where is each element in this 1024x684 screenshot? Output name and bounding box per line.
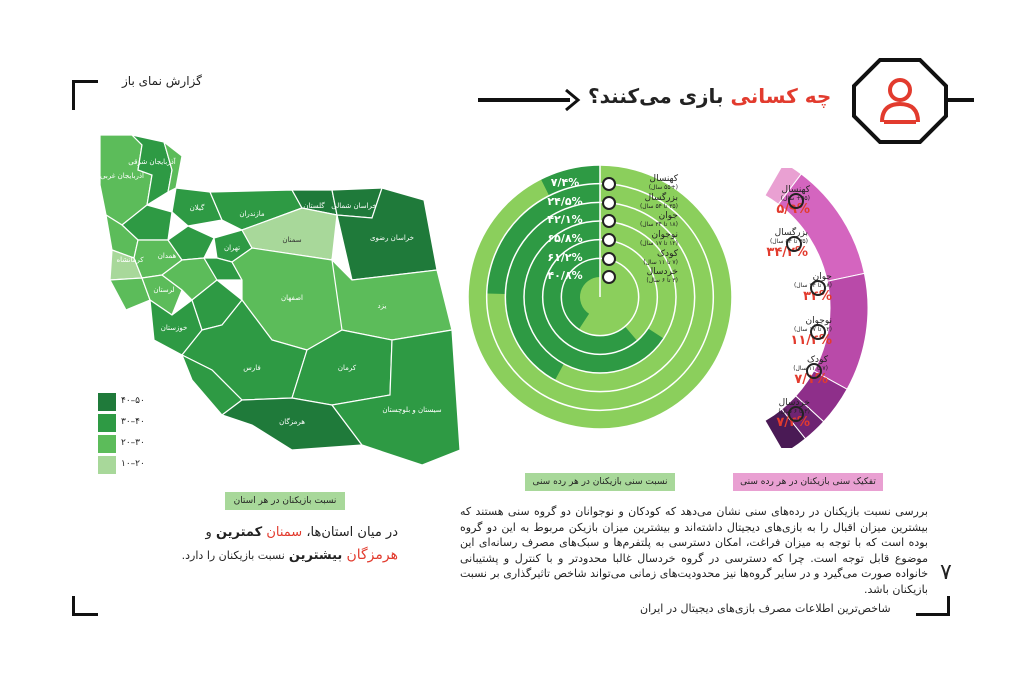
page-title-accent: چه کسانی — [730, 84, 832, 108]
title-rule — [478, 98, 570, 102]
legend-label: ۱۰–۲۰ — [121, 459, 145, 469]
report-title: گزارش نمای باز — [122, 74, 202, 88]
age-radial-chart — [465, 162, 735, 432]
person-icon — [602, 196, 616, 210]
legend-label: ۲۰–۳۰ — [121, 438, 145, 448]
legend-label: ۳۰–۴۰ — [121, 417, 145, 427]
age-group-name: نوجوان — [651, 230, 678, 240]
map-label-lorestan: لرستان — [153, 286, 175, 294]
legend-item-30-40 — [97, 413, 167, 433]
map-note — [168, 522, 398, 567]
map-label-sistan: سیستان و بلوچستان — [382, 406, 442, 414]
map-label-mazandaran: مازندران — [239, 210, 265, 218]
person-icon — [806, 363, 822, 379]
breakdown-label: نوجوان — [805, 316, 832, 326]
radial-bar-value: ۲۴/۵% — [547, 194, 583, 208]
breakdown-range: (۵۵+ سال) — [780, 195, 810, 202]
radial-bar-label — [618, 174, 678, 191]
breakdown-label: کودک — [807, 355, 828, 365]
breakdown-value: ۷/۱% — [794, 372, 828, 387]
age-group-name: جوان — [658, 211, 678, 222]
map-label-yazd: یزد — [377, 302, 387, 310]
breakdown-label: خردسال — [778, 398, 810, 408]
people-octagon-icon — [850, 56, 950, 146]
breakdown-value: ۱۱/۴% — [790, 333, 832, 348]
map-label-hamadan: همدان — [157, 252, 177, 260]
corner-bracket-top-left-leg — [72, 80, 75, 110]
age-group-name: بزرگسال — [644, 192, 678, 203]
corner-bracket-bottom-left — [72, 596, 98, 616]
map-label-isfahan: اصفهان — [281, 294, 303, 302]
radial-bar-label — [618, 249, 678, 266]
footer-title: شاخص‌ترین اطلاعات مصرف بازی‌های دیجیتال در ایران — [640, 602, 891, 615]
legend-item-20-30 — [97, 434, 167, 454]
legend-swatch — [97, 434, 117, 454]
breakdown-range: (۳۵ تا ۵۴ سال) — [769, 238, 808, 245]
corner-bracket-top-left — [72, 80, 98, 110]
breakdown-label: کهنسال — [781, 185, 810, 195]
legend-item-10-20 — [97, 455, 167, 475]
map-label-hormozgan: هرمزگان — [279, 418, 305, 426]
donut-caption: نسبت سنی بازیکنان در هر رده سنی — [525, 473, 675, 491]
age-group-range: (۷ تا ۱۱ سال) — [643, 258, 678, 266]
age-group-range: (+۵۵ سال) — [648, 184, 678, 191]
person-icon — [810, 324, 826, 340]
map-label-gilan: گیلان — [189, 204, 205, 212]
age-group-name: کودک — [657, 248, 678, 259]
age-group-range: (۳ تا ۶ سال) — [646, 277, 678, 285]
map-note-most: بیشترین — [288, 548, 343, 563]
map-note-text: در میان استان‌ها، — [306, 525, 398, 540]
title-rule-right — [944, 98, 974, 102]
map-label-tehran: تهران — [223, 244, 241, 252]
breakdown-range: (۷ تا ۱۱ سال) — [793, 365, 828, 372]
map-label-khuzestan: خوزستان — [160, 324, 188, 332]
person-icon — [602, 177, 616, 191]
map-note-least: کمترین — [215, 525, 263, 540]
radial-bar-label — [618, 267, 678, 284]
person-icon — [788, 406, 804, 422]
person-icon — [788, 193, 804, 209]
legend-swatch — [97, 392, 117, 412]
person-icon — [810, 280, 826, 296]
map-label-north-khorasan: خراسان شمالی — [331, 202, 377, 210]
person-icon — [786, 236, 802, 252]
age-group-name: کهنسال — [649, 174, 678, 184]
map-label-kerman: کرمان — [337, 364, 357, 372]
body-paragraph: بررسی نسبت بازیکنان در رده‌های سنی نشان می‌دهد که کودکان و نوجوانان دو گروه سنی هستند که بیشترین میزان اقبال را به بازی‌های دیجیتال داشته‌اند و بیشترین میزان بازیکن مربوط به این دو گروه بوده است که با توجه به میزان فراغت، امکان دسترسی به پلتفرم‌ها و سبک‌های مصرف رسانه‌ای این موضوع قابل توجه است. چرا که دسترسی در گروه خردسال غالبا محدودتر و با کنترل و پشتیبانی خانواده صورت می‌گیرد و در سایر گروه‌ها نیز محدودیت‌های زمانی می‌تواند شاخص تاثیرگذاری بر نسبت بازیکنان باشد. — [460, 505, 928, 596]
map-label-kermanshah: کرمانشاه — [116, 256, 144, 264]
breakdown-range: (۱۸ تا ۳۴ سال) — [793, 282, 832, 289]
map-label-east-az: آذربایجان شرقی — [128, 158, 176, 166]
map-caption: نسبت بازیکنان در هر استان — [225, 492, 345, 510]
breakdown-label: بزرگسال — [774, 228, 808, 238]
radial-bar-value: ۷/۴% — [550, 176, 580, 189]
radial-bar-label — [618, 230, 678, 247]
legend-swatch — [97, 455, 117, 475]
breakdown-value: ۷/۴% — [776, 415, 810, 430]
map-note-semnan: سمنان — [266, 525, 303, 540]
radial-bar-value: ۶۵/۸% — [547, 232, 583, 245]
corner-bracket-bottom-right — [916, 596, 950, 616]
map-note-hormozgan: هرمزگان — [346, 547, 398, 563]
radial-bar-value: ۴۲/۱% — [547, 213, 583, 227]
map-label-semnan: سمنان — [282, 236, 302, 244]
radial-bar-value: ۴۰/۸% — [547, 269, 583, 283]
breakdown-value: ۳۴/۲% — [766, 245, 808, 260]
age-group-range: (۱۲ تا ۱۷ سال) — [639, 240, 678, 247]
age-group-range: (۳۵ تا ۵۴ سال) — [639, 202, 678, 210]
map-label-fars: فارس — [243, 364, 261, 372]
person-icon — [602, 233, 616, 247]
page-title — [588, 84, 831, 108]
breakdown-value: ۵/۹% — [776, 202, 810, 217]
age-group-range: (۱۸ تا ۳۴ سال) — [639, 221, 678, 229]
breakdown-value: ۳۴% — [803, 289, 832, 304]
title-rule-chevron-icon — [562, 88, 584, 112]
map-label-west-az: آذربایجان غربی — [100, 172, 144, 180]
map-note-tail: نسبت بازیکنان را دارد. — [181, 549, 285, 562]
breakdown-range: (۱۲ تا ۱۷ سال) — [793, 326, 832, 333]
breakdown-range: (۳ تا ۶ سال) — [778, 408, 810, 415]
person-icon — [602, 252, 616, 266]
map-label-razavi: خراسان رضوی — [370, 234, 414, 242]
page-title-main: بازی می‌کنند؟ — [588, 84, 724, 108]
radial-bar-label — [618, 193, 678, 210]
breakdown-label: جوان — [812, 272, 832, 282]
radial-bar-label — [618, 211, 678, 228]
radial-bar-value: ۶۱/۲% — [547, 250, 583, 264]
breakdown-caption: تفکیک سنی بازیکنان در هر رده سنی — [733, 473, 883, 491]
page-number: ۷ — [940, 560, 952, 585]
map-label-golestan: گلستان — [303, 202, 325, 210]
map-note-and: و — [205, 525, 212, 540]
legend-label: ۴۰–۵۰ — [121, 396, 145, 406]
legend-swatch — [97, 413, 117, 433]
legend-item-40-50 — [97, 392, 167, 412]
age-group-name: خردسال — [646, 267, 678, 278]
